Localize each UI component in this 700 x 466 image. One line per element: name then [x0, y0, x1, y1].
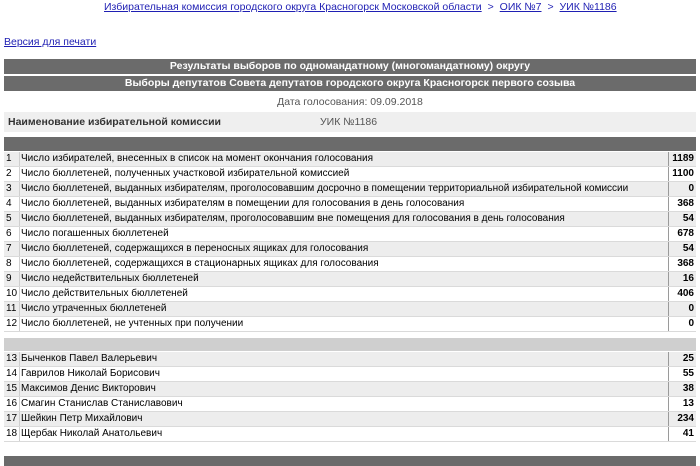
column-divider	[19, 197, 20, 211]
column-divider	[19, 367, 20, 381]
candidate-row	[4, 412, 696, 427]
row-value: 16	[682, 273, 694, 284]
column-divider	[19, 182, 20, 196]
column-divider	[668, 382, 669, 396]
stat-row	[4, 212, 696, 227]
stat-row	[4, 152, 696, 167]
stat-row	[4, 227, 696, 242]
row-number: 2	[6, 168, 12, 179]
candidate-row	[4, 367, 696, 382]
row-number: 9	[6, 273, 12, 284]
candidate-row	[4, 427, 696, 442]
row-value: 234	[677, 413, 694, 424]
column-divider	[668, 427, 669, 441]
stat-row	[4, 197, 696, 212]
column-divider	[19, 352, 20, 366]
row-value: 1100	[672, 168, 694, 179]
column-divider	[19, 302, 20, 316]
column-divider	[19, 427, 20, 441]
column-divider	[668, 257, 669, 271]
row-number: 7	[6, 243, 12, 254]
row-label: Число бюллетеней, полученных участковой избирательной комиссией	[21, 168, 350, 179]
row-label: Максимов Денис Викторович	[21, 383, 156, 394]
column-divider	[668, 272, 669, 286]
row-number: 15	[6, 383, 18, 394]
column-divider	[668, 412, 669, 426]
row-label: Смагин Станислав Станиславович	[21, 398, 183, 409]
column-divider	[19, 212, 20, 226]
candidate-row	[4, 382, 696, 397]
column-divider	[19, 257, 20, 271]
breadcrumb-separator: >	[487, 1, 494, 13]
column-divider	[19, 242, 20, 256]
row-label: Быченков Павел Валерьевич	[21, 353, 158, 364]
row-number: 5	[6, 213, 12, 224]
row-value: 54	[682, 213, 694, 224]
stats-table	[4, 152, 696, 332]
column-divider	[668, 242, 669, 256]
column-divider	[668, 197, 669, 211]
stat-row	[4, 302, 696, 317]
candidate-row	[4, 352, 696, 367]
row-label: Число действительных бюллетеней	[21, 288, 188, 299]
column-divider	[19, 397, 20, 411]
row-value: 406	[677, 288, 694, 299]
table-footer-divider	[4, 456, 696, 466]
column-divider	[668, 212, 669, 226]
column-divider	[19, 167, 20, 181]
row-number: 16	[6, 398, 18, 409]
stat-row	[4, 257, 696, 272]
row-number: 13	[6, 353, 18, 364]
column-divider	[668, 302, 669, 316]
commission-label: Наименование избирательной комиссии	[8, 116, 221, 128]
row-label: Число бюллетеней, выданных избирателям, проголосовавшим вне помещения для голосования в день голосования	[21, 213, 565, 224]
row-value: 678	[677, 228, 694, 239]
commission-row	[4, 112, 696, 132]
column-divider	[668, 152, 669, 166]
column-divider	[19, 412, 20, 426]
row-value: 368	[677, 258, 694, 269]
column-divider	[668, 167, 669, 181]
row-value: 38	[682, 383, 694, 394]
column-divider	[668, 367, 669, 381]
section-separator	[4, 338, 696, 351]
row-number: 17	[6, 413, 18, 424]
breadcrumb	[104, 1, 617, 13]
breadcrumb-separator: >	[547, 1, 554, 13]
row-label: Число бюллетеней, содержащихся в стационарных ящиках для голосования	[21, 258, 379, 269]
row-value: 0	[688, 318, 694, 329]
candidates-table	[4, 352, 696, 442]
row-value: 13	[682, 398, 694, 409]
column-divider	[668, 317, 669, 331]
row-value: 55	[682, 368, 694, 379]
row-label: Число избирателей, внесенных в список на момент окончания голосования	[21, 153, 373, 164]
column-divider	[19, 272, 20, 286]
results-title-banner: Результаты выборов по одномандатному (многомандатному) округу	[4, 59, 696, 74]
row-label: Число недействительных бюллетеней	[21, 273, 199, 284]
row-value: 1189	[672, 153, 694, 164]
voting-date: Дата голосования: 09.09.2018	[277, 96, 423, 108]
stat-row	[4, 272, 696, 287]
row-value: 368	[677, 198, 694, 209]
stat-row	[4, 242, 696, 257]
row-label: Число утраченных бюллетеней	[21, 303, 167, 314]
row-number: 3	[6, 183, 12, 194]
row-label: Шейкин Петр Михайлович	[21, 413, 143, 424]
row-label: Число бюллетеней, содержащихся в переносных ящиках для голосования	[21, 243, 369, 254]
row-number: 18	[6, 428, 18, 439]
row-value: 0	[688, 303, 694, 314]
row-label: Число бюллетеней, не учтенных при получении	[21, 318, 244, 329]
column-divider	[19, 152, 20, 166]
row-number: 12	[6, 318, 18, 329]
breadcrumb-link-uik[interactable]: УИК №1186	[559, 1, 617, 13]
row-label: Щербак Николай Анатольевич	[21, 428, 163, 439]
column-divider	[19, 227, 20, 241]
row-label: Число погашенных бюллетеней	[21, 228, 169, 239]
stat-row	[4, 287, 696, 302]
row-label: Число бюллетеней, выданных избирателям, проголосовавшим досрочно в помещении территориальной избирательной комиссии	[21, 183, 629, 194]
breadcrumb-link-commission[interactable]: Избирательная комиссия городского округа Красногорск Московской области	[104, 1, 482, 13]
row-value: 41	[682, 428, 694, 439]
row-number: 8	[6, 258, 12, 269]
breadcrumb-link-oik[interactable]: ОИК №7	[499, 1, 542, 13]
commission-value: УИК №1186	[320, 116, 378, 128]
column-divider	[19, 287, 20, 301]
column-divider	[668, 182, 669, 196]
row-number: 14	[6, 368, 18, 379]
row-value: 0	[688, 183, 694, 194]
election-subtitle-banner: Выборы депутатов Совета депутатов городского округа Красногорск первого созыва	[4, 76, 696, 91]
column-divider	[19, 382, 20, 396]
row-label: Число бюллетеней, выданных избирателям в помещении для голосования в день голосования	[21, 198, 465, 209]
column-divider	[668, 352, 669, 366]
row-number: 6	[6, 228, 12, 239]
row-number: 1	[6, 153, 12, 164]
column-divider	[668, 227, 669, 241]
column-divider	[19, 317, 20, 331]
column-divider	[668, 397, 669, 411]
row-label: Гаврилов Николай Борисович	[21, 368, 160, 379]
column-divider	[668, 287, 669, 301]
candidate-row	[4, 397, 696, 412]
row-number: 11	[6, 303, 17, 314]
row-number: 10	[6, 288, 18, 299]
print-version-link[interactable]: Версия для печати	[4, 36, 97, 48]
stat-row	[4, 182, 696, 197]
stat-row	[4, 167, 696, 182]
row-value: 54	[682, 243, 694, 254]
row-value: 25	[682, 353, 694, 364]
row-number: 4	[6, 198, 12, 209]
stat-row	[4, 317, 696, 332]
table-header-divider	[4, 137, 696, 151]
